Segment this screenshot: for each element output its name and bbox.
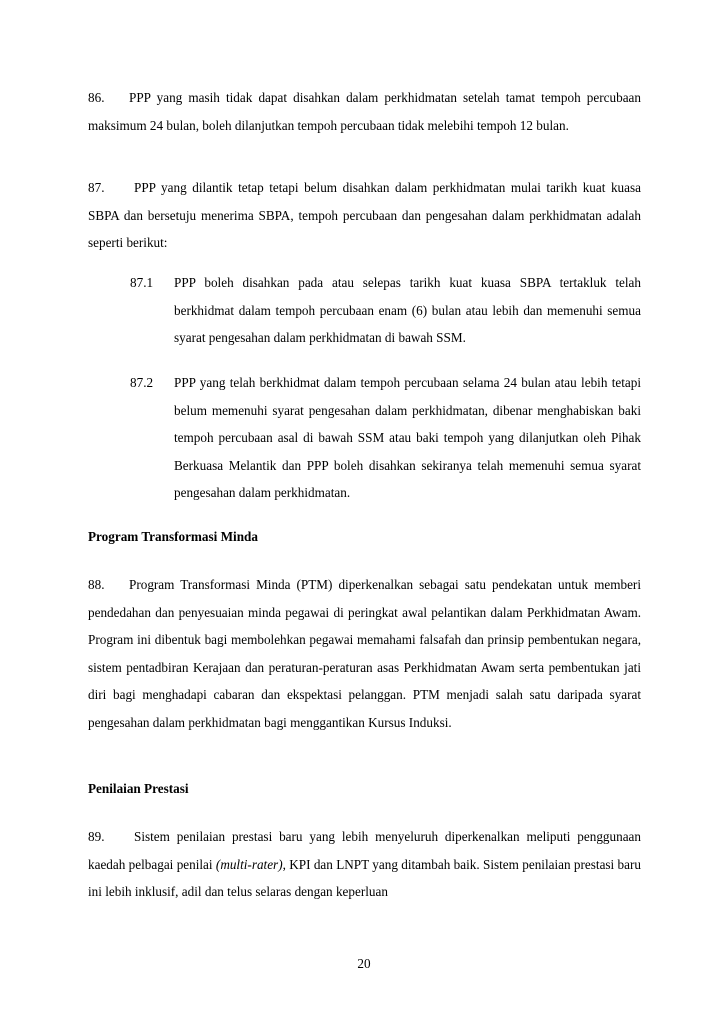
section-heading-ptm: Program Transformasi Minda bbox=[88, 529, 258, 544]
paragraph-number: 87. bbox=[88, 180, 105, 195]
paragraph-number: 88. bbox=[88, 577, 105, 592]
paragraph-number: 89. bbox=[88, 829, 105, 844]
paragraph-text-continued: , KPI dan LNPT yang ditambah baik. Sistem penilaian prestasi baru ini lebih inklusif, adil dan telus selaras dengan keperluan bbox=[88, 856, 641, 899]
subparagraph-number: 87.2 bbox=[130, 375, 154, 390]
paragraph-89 bbox=[88, 823, 641, 906]
paragraph-text: Program Transformasi Minda (PTM) diperkenalkan sebagai satu pendekatan untuk memberi pendedahan dan penyesuaian minda pegawai di peringkat awal pelantikan dalam Perkhidmatan Awam. Program ini dibentuk bagi membolehkan pegawai memahami falsafah dan prinsip pembentukan negara, sistem pentadbiran Kerajaan dan peraturan-peraturan asas Perkhidmatan Awam serta pembentukan jati diri bagi menghadapi cabaran dan ekspektasi pelanggan. PTM menjadi salah satu daripada syarat pengesahan dalam perkhidmatan bagi menggantikan Kursus Induksi. bbox=[88, 577, 641, 730]
subparagraph-number: 87.1 bbox=[130, 275, 154, 290]
paragraph-88 bbox=[88, 571, 641, 736]
subparagraph-text: PPP yang telah berkhidmat dalam tempoh percubaan selama 24 bulan atau lebih tetapi belum memenuhi syarat pengesahan dalam perkhidmatan, dibenar menghabiskan baki tempoh percubaan asal di bawah SSM atau baki tempoh yang dilanjutkan oleh Pihak Berkuasa Melantik dan PPP boleh disahkan sekiranya telah memenuhi semua syarat pengesahan dalam perkhidmatan. bbox=[174, 375, 641, 500]
paragraph-87 bbox=[88, 174, 641, 257]
paragraph-text: Sistem penilaian prestasi baru yang lebih menyeluruh diperkenalkan meliputi penggunaan kaedah pelbagai penilai bbox=[88, 829, 641, 872]
italic-term: (multi-rater) bbox=[215, 856, 283, 872]
subparagraph-text: PPP boleh disahkan pada atau selepas tarikh kuat kuasa SBPA tertakluk telah berkhidmat dalam tempoh percubaan enam (6) bulan atau lebih dan memenuhi semua syarat pengesahan dalam perkhidmatan di bawah SSM. bbox=[174, 275, 641, 345]
section-heading-penilaian: Penilaian Prestasi bbox=[88, 781, 189, 796]
paragraph-number: 86. bbox=[88, 90, 105, 105]
paragraph-text: PPP yang dilantik tetap tetapi belum disahkan dalam perkhidmatan mulai tarikh kuat kuasa SBPA dan bersetuju menerima SBPA, tempoh percubaan dan pengesahan dalam perkhidmatan adalah seperti berikut: bbox=[88, 180, 641, 250]
subparagraph-87-2 bbox=[130, 369, 641, 507]
paragraph-86 bbox=[88, 84, 641, 139]
page-number: 20 bbox=[357, 956, 371, 971]
paragraph-text: PPP yang masih tidak dapat disahkan dalam perkhidmatan setelah tamat tempoh percubaan maksimum 24 bulan, boleh dilanjutkan tempoh percubaan tidak melebihi tempoh 12 bulan. bbox=[88, 90, 641, 133]
subparagraph-87-1 bbox=[130, 269, 641, 352]
